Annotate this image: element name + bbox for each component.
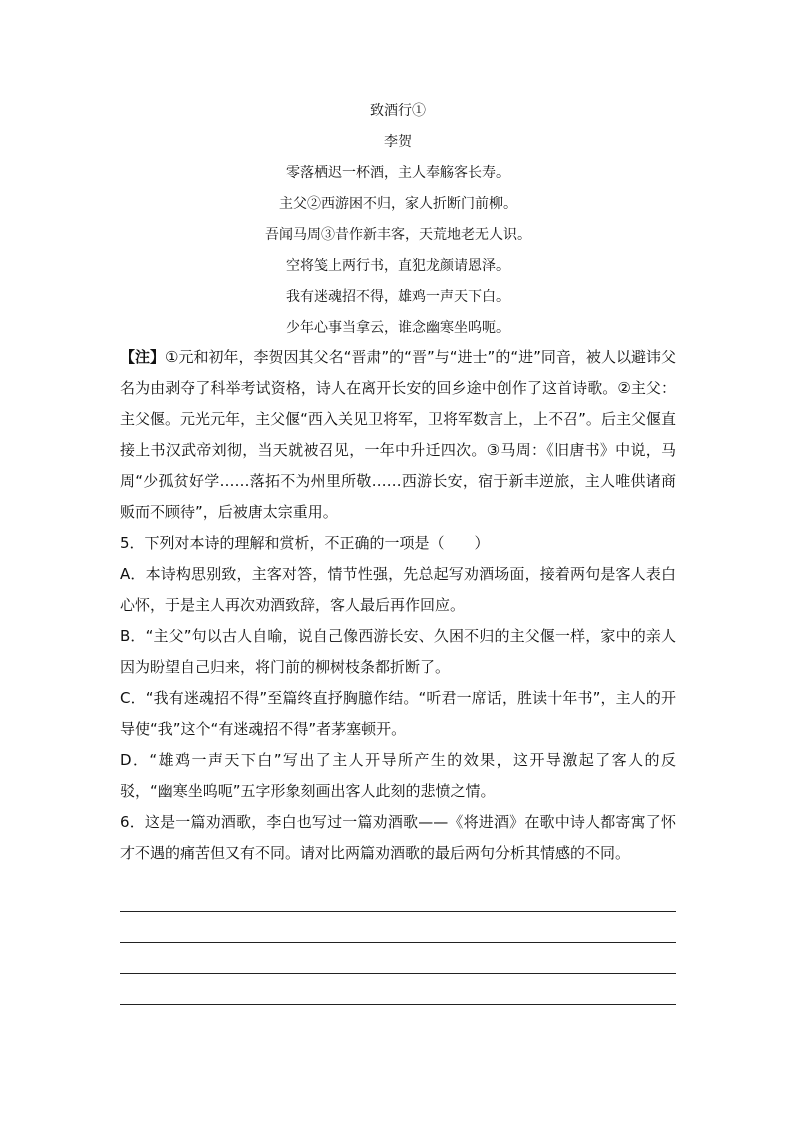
document-page xyxy=(120,96,676,1005)
question-5-option-c: C．“我有迷魂招不得”至篇终直抒胸臆作结。“听君一席话，胜读十年书”，主人的开导使“我”这个“有迷魂招不得”者茅塞顿开。 xyxy=(120,689,676,738)
question-6-stem: 6．这是一篇劝酒歌，李白也写过一篇劝酒歌——《将进酒》在歌中诗人都寄寓了怀才不遇的痛苦但又有不同。请对比两篇劝酒歌的最后两句分析其情感的不同。 xyxy=(120,813,676,862)
poem-line-1: 零落栖迟一杯酒，主人奉觞客长寿。 xyxy=(286,165,510,181)
question-5-option-a: A．本诗构思别致，主客对答，情节性强，先总起写劝酒场面，接着两句是客人表白心怀，于是主人再次劝酒致辞，客人最后再作回应。 xyxy=(120,565,676,614)
annotation-text: ①元和初年，李贺因其父名“晋肃”的“晋”与“进士”的“进”同音，被人以避讳父名为由剥夺了科举考试资格，诗人在离开长安的回乡途中创作了这首诗歌。②主父：主父偃。元光元年，主父偃“西入关见卫将军，卫将军数言上，上不召”。后主父偃直接上书汉武帝刘彻，当天就被召见，一年中升迁四次。③马周：《旧唐书》中说，马周“少孤贫好学……落拓不为州里所敬……西游长安，宿于新丰逆旅，主人唯供诸商贩而不顾待”，后被唐太宗重用。 xyxy=(120,348,676,521)
poem-line-3: 吾闻马周③昔作新丰客，天荒地老无人识。 xyxy=(265,227,531,243)
poem-author: 李贺 xyxy=(384,134,412,150)
poem-line-4: 空将笺上两行书，直犯龙颜请恩泽。 xyxy=(286,258,510,274)
answer-line[interactable] xyxy=(120,974,676,1005)
answer-lines xyxy=(120,881,676,1005)
prose xyxy=(120,342,676,869)
question-5-option-b: B．“主父”句以古人自喻，说自己像西游长安、久困不归的主父偃一样，家中的亲人因为盼望自己归来，将门前的柳树枝条都折断了。 xyxy=(120,627,676,676)
poem-line-6: 少年心事当拿云，谁念幽寒坐呜呃。 xyxy=(286,320,510,336)
question-5-option-d: D．“雄鸡一声天下白”写出了主人开导所产生的效果，这开导激起了客人的反驳，“幽寒坐呜呃”五字形象刻画出客人此刻的悲愤之情。 xyxy=(120,751,676,800)
annotation-label: 【注】 xyxy=(120,348,166,366)
question-5-stem: 5．下列对本诗的理解和赏析，不正确的一项是（ ） xyxy=(120,534,490,552)
poem-line-5: 我有迷魂招不得，雄鸡一声天下白。 xyxy=(286,289,510,305)
poem-line-2: 主父②西游困不归，家人折断门前柳。 xyxy=(279,196,517,212)
poem xyxy=(120,96,676,344)
annotation xyxy=(120,342,676,528)
answer-line[interactable] xyxy=(120,943,676,974)
answer-line[interactable] xyxy=(120,881,676,912)
poem-title: 致酒行① xyxy=(370,103,426,119)
answer-line[interactable] xyxy=(120,912,676,943)
